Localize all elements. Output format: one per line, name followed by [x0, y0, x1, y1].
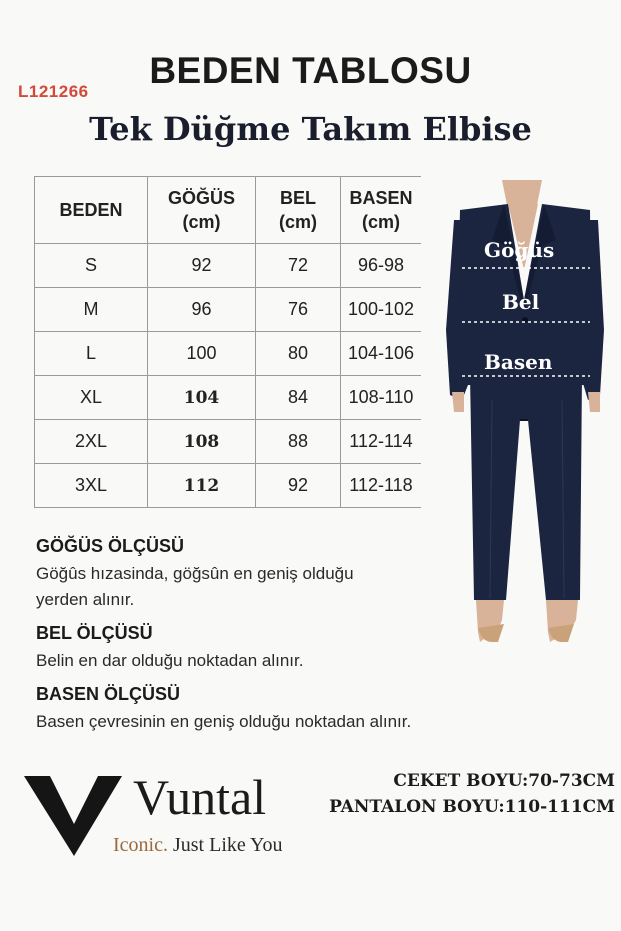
table-row [35, 288, 422, 332]
note-text-hip: Basen çevresinin en geniş olduğu noktadan alınır. [36, 712, 412, 731]
chest-cell: 92 [148, 244, 256, 288]
header-bel: BEL (cm) [256, 177, 341, 244]
size-cell: 3XL [35, 464, 148, 508]
size-cell: M [35, 288, 148, 332]
table-row [35, 464, 422, 508]
table-row [35, 420, 422, 464]
label-chest: Göğüs [484, 238, 555, 262]
chest-cell: 96 [148, 288, 256, 332]
hip-cell: 112-118 [341, 464, 422, 508]
garment-lengths [300, 768, 621, 820]
measurement-notes [36, 536, 556, 735]
product-subtitle: Tek Düğme Takım Elbise [89, 110, 532, 148]
size-cell: XL [35, 376, 148, 420]
tagline-accent: Iconic. [113, 834, 168, 856]
hip-cell: 104-106 [341, 332, 422, 376]
header-basen: BASEN (cm) [341, 177, 422, 244]
label-hip: Basen [484, 350, 553, 374]
hip-cell: 112-114 [341, 420, 422, 464]
header-beden: BEDEN [35, 177, 148, 244]
waist-cell: 72 [256, 244, 341, 288]
size-table [34, 176, 421, 508]
brand-tagline [113, 834, 282, 857]
hip-cell: 108-110 [341, 376, 422, 420]
vuntal-logo-icon [24, 776, 122, 856]
table-row [35, 244, 422, 288]
note-heading-waist: BEL ÖLÇÜSÜ [36, 623, 153, 643]
size-cell: S [35, 244, 148, 288]
table-row [35, 332, 422, 376]
note-heading-chest: GÖĞÜS ÖLÇÜSÜ [36, 536, 185, 556]
chest-cell: 100 [148, 332, 256, 376]
note-heading-hip: BASEN ÖLÇÜSÜ [36, 684, 181, 704]
tagline-rest: Just Like You [167, 834, 283, 856]
waist-cell: 80 [256, 332, 341, 376]
note-text-chest: Göğûs hızasinda, göğsûn en geniş olduğu yerden alınır. [36, 564, 354, 609]
waist-cell: 92 [256, 464, 341, 508]
page-title: BEDEN TABLOSU [149, 50, 472, 91]
product-code: L121266 [18, 82, 89, 101]
chest-cell: 112 [148, 464, 256, 508]
note-text-waist: Belin en dar olduğu noktadan alınır. [36, 651, 304, 670]
hip-cell: 96-98 [341, 244, 422, 288]
header-gogus: GÖĞÜS (cm) [148, 177, 256, 244]
waist-cell: 88 [256, 420, 341, 464]
size-cell: 2XL [35, 420, 148, 464]
brand-name: Vuntal [133, 769, 267, 825]
waist-cell: 76 [256, 288, 341, 332]
table-row [35, 376, 422, 420]
hip-cell: 100-102 [341, 288, 422, 332]
trousers-length: PANTALON BOYU:110-111CM [329, 797, 615, 817]
chest-cell: 104 [148, 376, 256, 420]
size-table-header-row [35, 177, 422, 244]
label-waist: Bel [502, 290, 540, 314]
jacket-length: CEKET BOYU:70-73CM [393, 771, 615, 791]
size-cell: L [35, 332, 148, 376]
waist-cell: 84 [256, 376, 341, 420]
chest-cell: 108 [148, 420, 256, 464]
